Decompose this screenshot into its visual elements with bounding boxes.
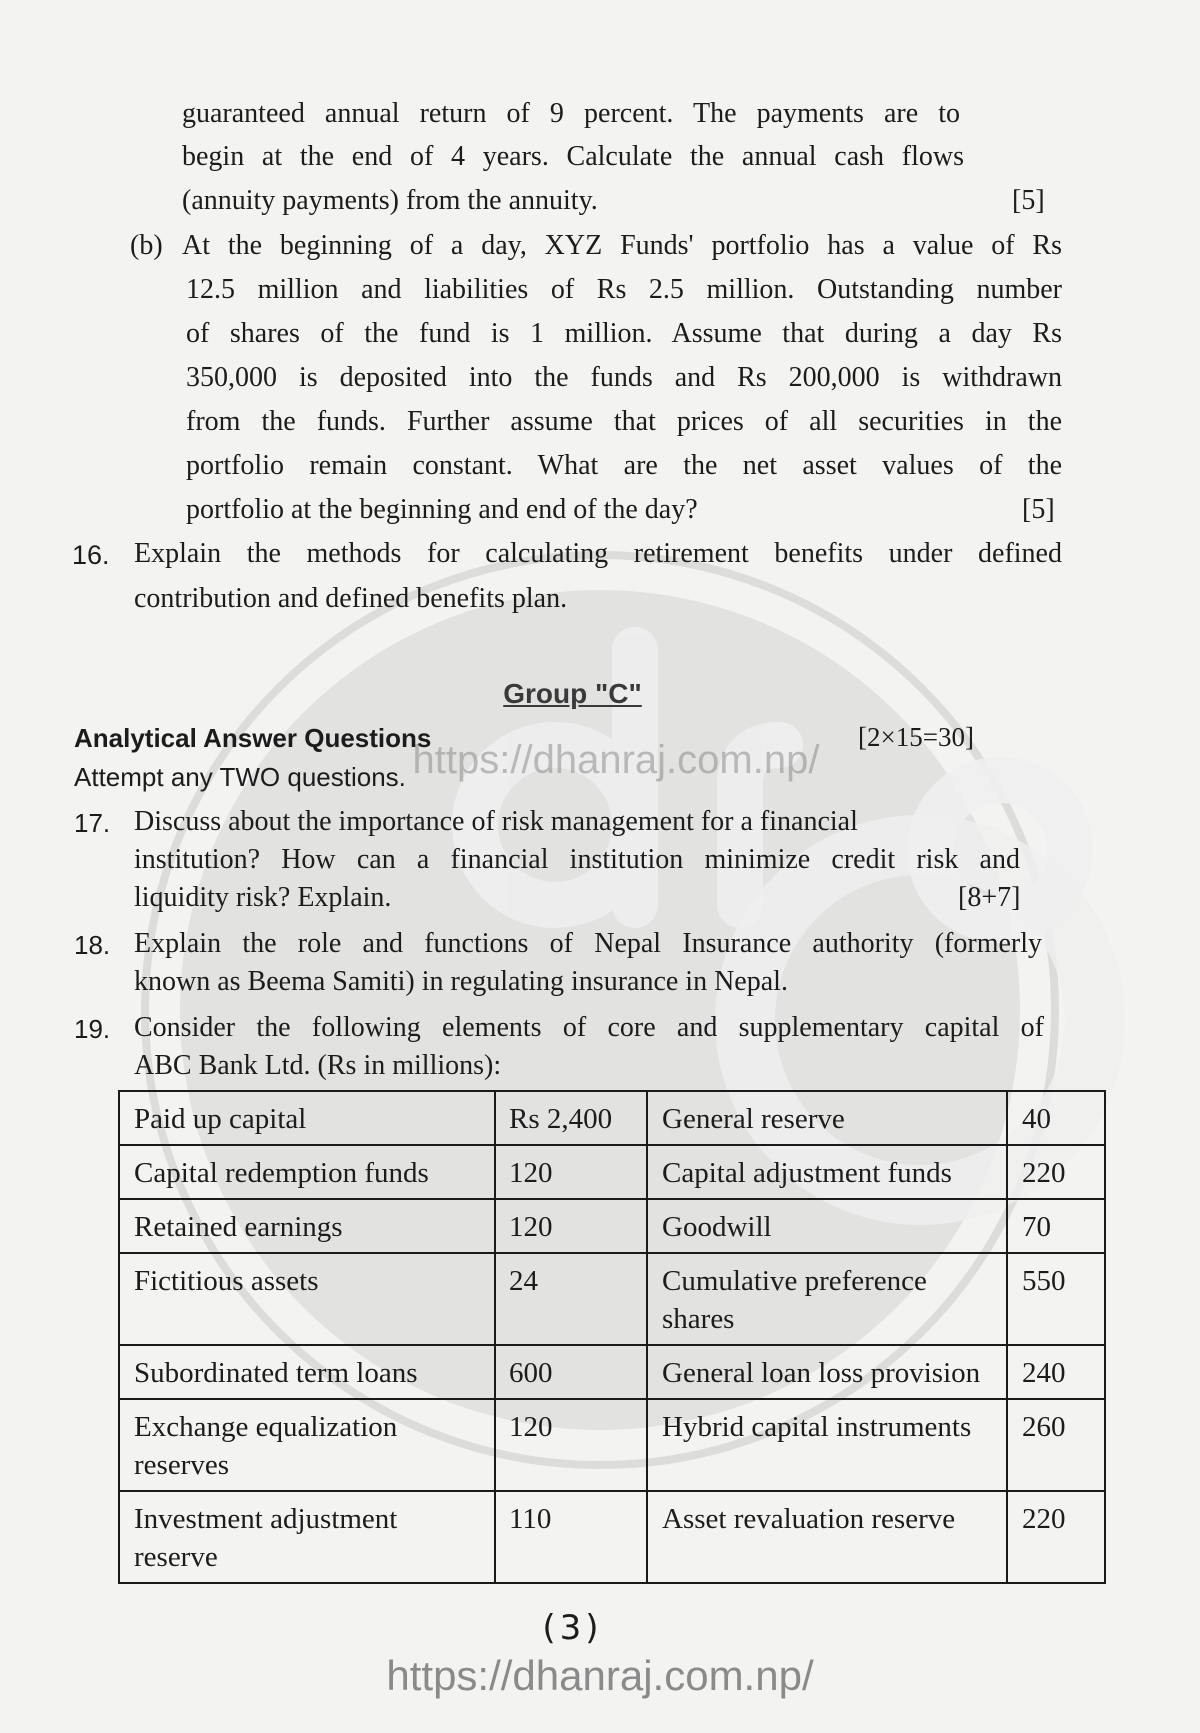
table-row — [119, 1091, 1105, 1145]
table-row — [119, 1253, 1105, 1345]
table-cell: Capital redemption funds — [119, 1145, 495, 1199]
q15b-line-3: of shares of the fund is 1 million. Assume that during a day Rs — [186, 318, 1062, 349]
group-c-title: Group "C" — [503, 678, 642, 709]
table-row — [119, 1491, 1105, 1583]
q15a-line-3: (annuity payments) from the annuity. — [182, 185, 598, 216]
table-cell: 70 — [1007, 1199, 1105, 1253]
q19-number: 19. — [74, 1014, 111, 1044]
table-cell: Capital adjustment funds — [647, 1145, 1007, 1199]
table-cell: 260 — [1007, 1399, 1105, 1491]
table-cell: Goodwill — [647, 1199, 1007, 1253]
q15b-marks: [5] — [1022, 494, 1055, 525]
table-cell: 240 — [1007, 1345, 1105, 1399]
table-cell: Asset revaluation reserve — [647, 1491, 1007, 1583]
table-cell: 220 — [1007, 1491, 1105, 1583]
table-cell: Subordinated term loans — [119, 1345, 495, 1399]
capital-elements-table — [118, 1090, 1106, 1584]
table-cell: Cumulative preference shares — [647, 1253, 1007, 1345]
table-row — [119, 1345, 1105, 1399]
table-row — [119, 1399, 1105, 1491]
q16-number: 16. — [72, 540, 110, 570]
table-row — [119, 1145, 1105, 1199]
q15b-line-4: 350,000 is deposited into the funds and Rs 200,000 is withdrawn — [186, 362, 1062, 393]
table-cell: 40 — [1007, 1091, 1105, 1145]
table-cell: 110 — [495, 1491, 647, 1583]
q19-line-1: Consider the following elements of core and supplementary capital of — [134, 1012, 1044, 1043]
table-cell: Investment adjustment reserve — [119, 1491, 495, 1583]
table-cell: 120 — [495, 1399, 647, 1491]
q15b-line-2: 12.5 million and liabilities of Rs 2.5 million. Outstanding number — [186, 274, 1062, 305]
section-title: Analytical Answer Questions — [74, 723, 432, 753]
table-cell: General reserve — [647, 1091, 1007, 1145]
q15b-line-6: portfolio remain constant. What are the net asset values of the — [186, 450, 1062, 481]
table-row — [119, 1199, 1105, 1253]
table-cell: Exchange equalization reserves — [119, 1399, 495, 1491]
table-cell: Rs 2,400 — [495, 1091, 647, 1145]
table-cell: General loan loss provision — [647, 1345, 1007, 1399]
table-cell: 600 — [495, 1345, 647, 1399]
q17-marks: [8+7] — [958, 882, 1021, 913]
q16-line-2: contribution and defined benefits plan. — [134, 583, 568, 614]
section-instruction: Attempt any TWO questions. — [74, 762, 406, 792]
table-cell: 120 — [495, 1199, 647, 1253]
table-cell: Paid up capital — [119, 1091, 495, 1145]
table-cell: 120 — [495, 1145, 647, 1199]
table-cell: 24 — [495, 1253, 647, 1345]
q17-line-2: institution? How can a financial institution minimize credit risk and — [134, 844, 1020, 875]
q18-line-2: known as Beema Samiti) in regulating insurance in Nepal. — [134, 966, 788, 997]
q17-line-1: Discuss about the importance of risk management for a financial — [134, 806, 858, 837]
section-marks: [2×15=30] — [858, 722, 974, 752]
table-cell: Retained earnings — [119, 1199, 495, 1253]
q15b-line-1: At the beginning of a day, XYZ Funds' portfolio has a value of Rs — [182, 230, 1062, 261]
table-cell: 550 — [1007, 1253, 1105, 1345]
table-cell: 220 — [1007, 1145, 1105, 1199]
q15b-line-5: from the funds. Further assume that prices of all securities in the — [186, 406, 1062, 437]
q18-line-1: Explain the role and functions of Nepal Insurance authority (formerly — [134, 928, 1042, 959]
q17-number: 17. — [74, 808, 111, 838]
q17-line-3: liquidity risk? Explain. — [134, 882, 392, 913]
q15a-marks: [5] — [1012, 185, 1045, 216]
q15b-label: (b) — [130, 230, 163, 261]
page-number: (3) — [542, 1608, 603, 1648]
q15a-line-1: guaranteed annual return of 9 percent. The payments are to — [182, 98, 960, 129]
table-cell: Hybrid capital instruments — [647, 1399, 1007, 1491]
watermark-url-middle[interactable]: https://dhanraj.com.np/ — [412, 738, 820, 782]
q16-line-1: Explain the methods for calculating retirement benefits under defined — [134, 538, 1062, 569]
q18-number: 18. — [74, 930, 111, 960]
q15a-line-2: begin at the end of 4 years. Calculate the annual cash flows — [182, 141, 964, 172]
q15b-line-7: portfolio at the beginning and end of the day? — [186, 494, 698, 525]
table-cell: Fictitious assets — [119, 1253, 495, 1345]
q19-line-2: ABC Bank Ltd. (Rs in millions): — [134, 1050, 502, 1081]
watermark-url-bottom[interactable]: https://dhanraj.com.np/ — [386, 1652, 814, 1699]
